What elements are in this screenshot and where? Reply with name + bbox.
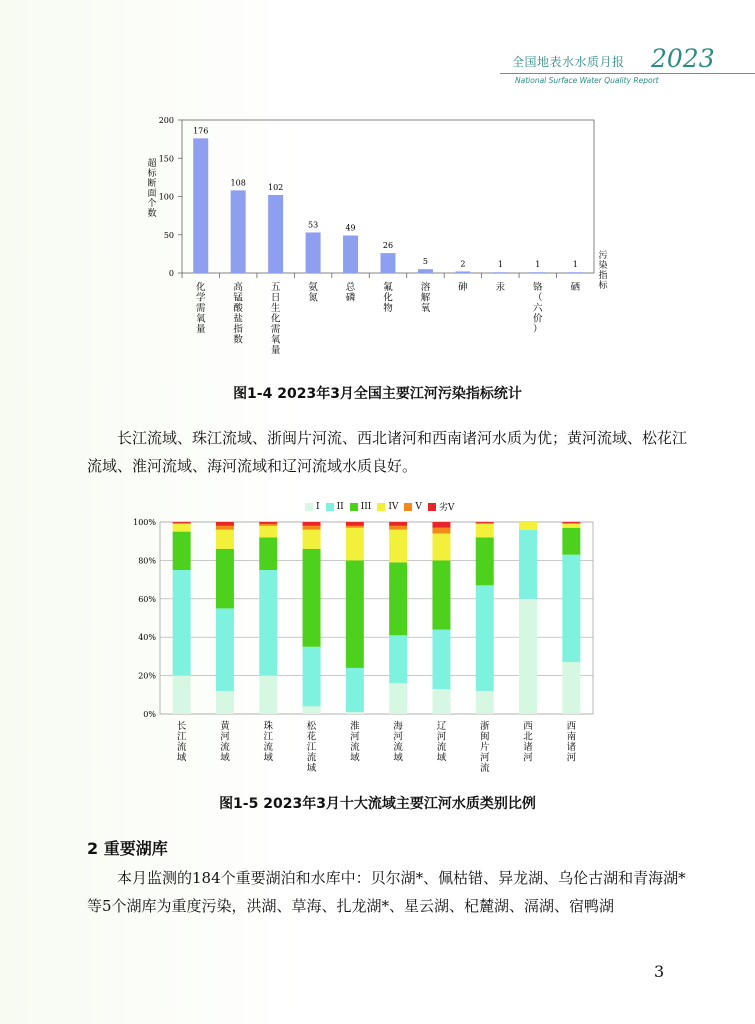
x-tick-label: 松花江流域 (306, 721, 317, 774)
legend-swatch (404, 503, 412, 511)
legend-label: 劣V (438, 503, 455, 513)
bar-segment (173, 524, 191, 532)
legend-swatch (305, 503, 313, 511)
data-label: 108 (230, 178, 246, 188)
bar-segment (389, 522, 407, 526)
data-label: 2 (460, 259, 466, 269)
data-label: 1 (572, 260, 578, 270)
bar-segment (259, 676, 277, 714)
bar-segment (216, 522, 234, 526)
data-label: 5 (422, 257, 429, 267)
legend-swatch (326, 503, 334, 511)
y-tick-label: 20% (138, 671, 156, 681)
bar (455, 271, 470, 273)
bar-segment (303, 549, 321, 647)
bar-segment (562, 522, 580, 523)
data-label: 26 (382, 241, 394, 251)
page-number: 3 (654, 962, 665, 981)
x-tick-label: 浙闽片河流 (479, 721, 490, 774)
x-axis-label: 污染指标 (598, 251, 608, 291)
x-tick-label: 砷 (458, 282, 468, 293)
bar-segment (216, 608, 234, 691)
bar-segment (303, 706, 321, 714)
y-tick-label: 50 (163, 230, 174, 240)
y-tick-label: 100% (133, 518, 156, 527)
bar (231, 190, 246, 273)
bar-segment (259, 522, 277, 524)
header-divider (500, 73, 755, 74)
report-title: 全国地表水水质月报 (512, 55, 625, 69)
x-tick-label: 辽河流域 (436, 721, 447, 764)
bar-segment (346, 522, 364, 526)
bar-segment (346, 528, 364, 561)
legend-label: IV (388, 501, 399, 512)
bar-segment (346, 668, 364, 712)
x-tick-label: 淮河流域 (350, 721, 360, 764)
pollution-indicator-chart (130, 108, 620, 378)
bar-segment (303, 647, 321, 707)
data-label: 49 (345, 223, 356, 233)
x-tick-label: 西南诸河 (566, 721, 577, 764)
legend-label: V (415, 501, 422, 512)
bar-segment (173, 522, 191, 523)
x-tick-label: 海河流域 (393, 721, 403, 764)
x-tick-label: 黄河流域 (220, 721, 230, 764)
figure-1-5-caption: 图1-5 2023年3月十大流域主要江河水质类别比例 (219, 796, 536, 812)
bar (381, 253, 396, 273)
data-label: 1 (497, 260, 503, 270)
section-title: 2 重要湖库 (87, 839, 168, 858)
bar-segment (476, 523, 494, 524)
y-axis-label: 超标断面个数 (147, 159, 157, 219)
y-tick-label: 200 (158, 116, 174, 125)
bar-segment (216, 549, 234, 609)
bar-segment (216, 530, 234, 549)
y-tick-label: 150 (158, 154, 174, 164)
bar-segment (259, 570, 277, 676)
bar-segment (476, 522, 494, 523)
bar-segment (562, 662, 580, 714)
bar-segment (432, 528, 450, 534)
bar-segment (519, 599, 537, 714)
bar (193, 138, 208, 273)
bar (343, 236, 358, 273)
x-tick-label: 硒 (570, 282, 581, 293)
basin-quality-class-chart (130, 515, 630, 785)
x-tick-label: 总磷 (345, 282, 356, 304)
paragraph-lakes: 本月监测的184个重要湖泊和水库中：贝尔湖*、佩枯错、异龙湖、乌伦古湖和青海湖*等5个湖库为重度污染，洪湖、草海、扎龙湖*、星云湖、杞麓湖、滆湖、宿鸭湖 (87, 869, 686, 915)
legend-item (326, 502, 344, 512)
legend-swatch (350, 503, 358, 511)
bar (268, 195, 283, 273)
bar-segment (346, 526, 364, 528)
legend-item (404, 502, 422, 512)
x-tick-label: 汞 (495, 282, 506, 293)
bar-segment (389, 526, 407, 530)
bar (493, 272, 508, 273)
bar-segment (562, 523, 580, 524)
data-label: 53 (307, 220, 319, 230)
bar-segment (432, 534, 450, 561)
bar-segment (432, 522, 450, 528)
bar-segment (432, 560, 450, 629)
bar-segment (519, 530, 537, 599)
bar-segment (216, 691, 234, 714)
bar-segment (173, 676, 191, 714)
data-label: 1 (535, 260, 541, 270)
x-tick-label: 铬（六价） (533, 282, 543, 335)
legend-label: II (336, 501, 344, 512)
figure-1-4-caption: 图1-4 2023年3月全国主要江河污染指标统计 (233, 386, 522, 402)
x-tick-label: 珠江流域 (263, 721, 274, 764)
bar-segment (389, 562, 407, 635)
legend-item (350, 502, 372, 512)
legend-label: I (316, 501, 320, 512)
bar-segment (173, 570, 191, 676)
bar-segment (562, 528, 580, 555)
bar-segment (173, 523, 191, 524)
bar-segment (389, 530, 407, 563)
legend-item (428, 500, 455, 513)
bar (306, 232, 321, 273)
bar-segment (476, 524, 494, 537)
bar-segment (303, 530, 321, 549)
bar-segment (303, 522, 321, 526)
bar-segment (432, 630, 450, 690)
x-tick-label: 氟化物 (383, 282, 393, 314)
bar-segment (303, 526, 321, 530)
legend-label: III (360, 501, 372, 512)
legend-swatch (428, 503, 436, 511)
y-tick-label: 100 (158, 192, 174, 202)
x-tick-label: 高锰酸盐指数 (233, 282, 243, 346)
bar-segment (346, 712, 364, 714)
bar-segment (562, 555, 580, 663)
legend-swatch (377, 503, 385, 511)
x-tick-label: 西北诸河 (523, 721, 533, 764)
x-tick-label: 氨氮 (308, 282, 318, 304)
bar-segment (476, 585, 494, 691)
bar-segment (562, 524, 580, 528)
bar (568, 272, 583, 273)
paragraph-basin-quality: 长江流域、珠江流域、浙闽片河流、西北诸河和西南诸河水质为优；黄河流域、松花江流域、淮河流域、海河流域和辽河流域水质良好。 (87, 429, 688, 475)
bar-segment (432, 689, 450, 714)
y-tick-label: 0% (143, 710, 156, 719)
bar-segment (476, 691, 494, 714)
legend-item (305, 502, 320, 512)
y-tick-label: 0 (168, 269, 174, 278)
legend-item (377, 502, 398, 512)
bar-segment (259, 537, 277, 570)
data-label: 176 (193, 126, 209, 136)
y-tick-label: 40% (138, 633, 156, 643)
bar-segment (259, 526, 277, 538)
data-label: 102 (267, 182, 284, 192)
bar-segment (346, 560, 364, 668)
x-tick-label: 长江流域 (176, 721, 187, 764)
x-tick-label: 五日生化需氧量 (270, 282, 281, 356)
bar-segment (259, 524, 277, 526)
bar-segment (476, 537, 494, 585)
report-subtitle: National Surface Water Quality Report (515, 76, 659, 85)
chart-legend (305, 500, 454, 513)
x-tick-label: 溶解氧 (420, 282, 431, 314)
bar-segment (519, 522, 537, 530)
report-year: 2023 (651, 44, 715, 73)
y-tick-label: 80% (138, 556, 156, 566)
bar-segment (173, 532, 191, 570)
x-tick-label: 化学需氧量 (195, 282, 206, 335)
bar-segment (389, 635, 407, 683)
bar-segment (389, 683, 407, 714)
y-tick-label: 60% (138, 594, 156, 604)
bar (418, 269, 433, 273)
bar-segment (216, 526, 234, 530)
bar (530, 272, 545, 273)
